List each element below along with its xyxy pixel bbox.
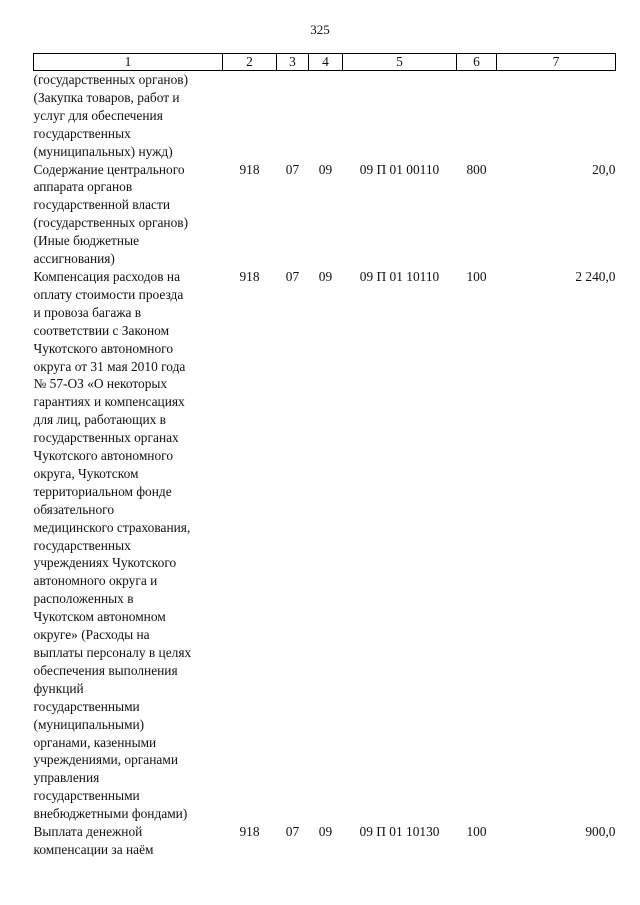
ministry-code: 918	[239, 161, 260, 177]
target-article-code	[343, 71, 457, 161]
description-line: № 57-ОЗ «О некоторых	[33, 376, 168, 392]
description-line: государственными	[33, 698, 140, 714]
description-line: государственными	[33, 788, 140, 804]
page-number: 325	[310, 22, 330, 37]
budget-table	[33, 53, 616, 859]
table-row	[34, 71, 616, 161]
description-line: органами, казенными	[33, 734, 157, 750]
target-article-code: 09 П 01 00110	[359, 161, 440, 177]
amount	[497, 71, 616, 161]
row-description	[34, 823, 223, 859]
description-line: округа, Чукотском	[33, 465, 139, 481]
section-code: 07	[285, 161, 300, 177]
section-code	[277, 71, 309, 161]
column-header-5: 5	[343, 54, 457, 71]
description-line: внебюджетными фондами)	[33, 806, 188, 822]
header-row	[34, 54, 616, 71]
description-line: округа от 31 мая 2010 года	[33, 358, 186, 374]
expense-type-code	[457, 71, 497, 161]
amount: 900,0	[585, 824, 616, 840]
description-line: соответствии с Законом	[33, 322, 170, 338]
description-line: Чукотском автономном	[33, 609, 166, 625]
description-line: государственных	[33, 537, 131, 553]
amount: 20,0	[592, 161, 616, 177]
description-line: округе» (Расходы на	[33, 627, 150, 643]
column-header-2: 2	[223, 54, 277, 71]
description-line: (муниципальных) нужд)	[33, 143, 173, 159]
description-line: для лиц, работающих в	[33, 412, 166, 428]
description-line: Компенсация расходов на	[33, 268, 181, 284]
table-row	[34, 161, 616, 268]
column-header-4: 4	[309, 54, 343, 71]
target-article-code: 09 П 01 10110	[359, 268, 440, 284]
column-header-7: 7	[497, 54, 616, 71]
description-line: обязательного	[33, 501, 115, 517]
expense-type-code: 800	[466, 161, 487, 177]
description-line: Выплата денежной	[33, 824, 143, 840]
description-line: обеспечения выполнения	[33, 662, 178, 678]
description-line: государственной власти	[33, 197, 171, 213]
description-line: расположенных в	[33, 591, 134, 607]
column-header-3: 3	[277, 54, 309, 71]
description-line: учреждениях Чукотского	[33, 555, 177, 571]
ministry-code	[223, 71, 277, 161]
description-line: государственных органах	[33, 430, 179, 446]
description-line: управления	[33, 770, 100, 786]
description-line: аппарата органов	[33, 179, 133, 195]
description-line: гарантиях и компенсациях	[33, 394, 185, 410]
description-line: Чукотского автономного	[33, 340, 174, 356]
description-line: (Иные бюджетные	[33, 233, 140, 249]
description-line: учреждениями, органами	[33, 752, 178, 768]
ministry-code: 918	[239, 824, 260, 840]
description-line: и провоза багажа в	[33, 304, 142, 320]
ministry-code: 918	[239, 268, 260, 284]
description-line: автономного округа и	[33, 573, 158, 589]
subsection-code: 09	[318, 824, 333, 840]
description-line: (государственных органов)	[33, 72, 189, 87]
description-line: (Закупка товаров, работ и	[33, 89, 180, 105]
expense-type-code: 100	[466, 268, 487, 284]
table-row	[34, 823, 616, 859]
section-code: 07	[285, 268, 300, 284]
amount: 2 240,0	[575, 268, 616, 284]
description-line: функций	[33, 680, 84, 696]
expense-type-code: 100	[466, 824, 487, 840]
subsection-code: 09	[318, 268, 333, 284]
description-line: ассигнования)	[33, 251, 115, 267]
row-description	[34, 71, 223, 161]
description-line: территориальном фонде	[33, 483, 172, 499]
column-header-6: 6	[457, 54, 497, 71]
section-code: 07	[285, 824, 300, 840]
row-description	[34, 268, 223, 823]
description-line: (муниципальными)	[33, 716, 145, 732]
description-line: (государственных органов)	[33, 215, 189, 231]
description-line: компенсации за наём	[33, 841, 154, 857]
description-line: государственных	[33, 125, 131, 141]
description-line: оплату стоимости проезда	[33, 286, 184, 302]
subsection-code: 09	[318, 161, 333, 177]
description-line: услуг для обеспечения	[33, 107, 163, 123]
table-row	[34, 268, 616, 823]
description-line: Содержание центрального	[33, 161, 185, 177]
description-line: медицинского страхования,	[33, 519, 191, 535]
subsection-code	[309, 71, 343, 161]
description-line: выплаты персоналу в целях	[33, 645, 192, 660]
target-article-code: 09 П 01 10130	[359, 824, 440, 840]
description-line: Чукотского автономного	[33, 448, 174, 464]
row-description	[34, 161, 223, 268]
column-header-1: 1	[34, 54, 223, 71]
